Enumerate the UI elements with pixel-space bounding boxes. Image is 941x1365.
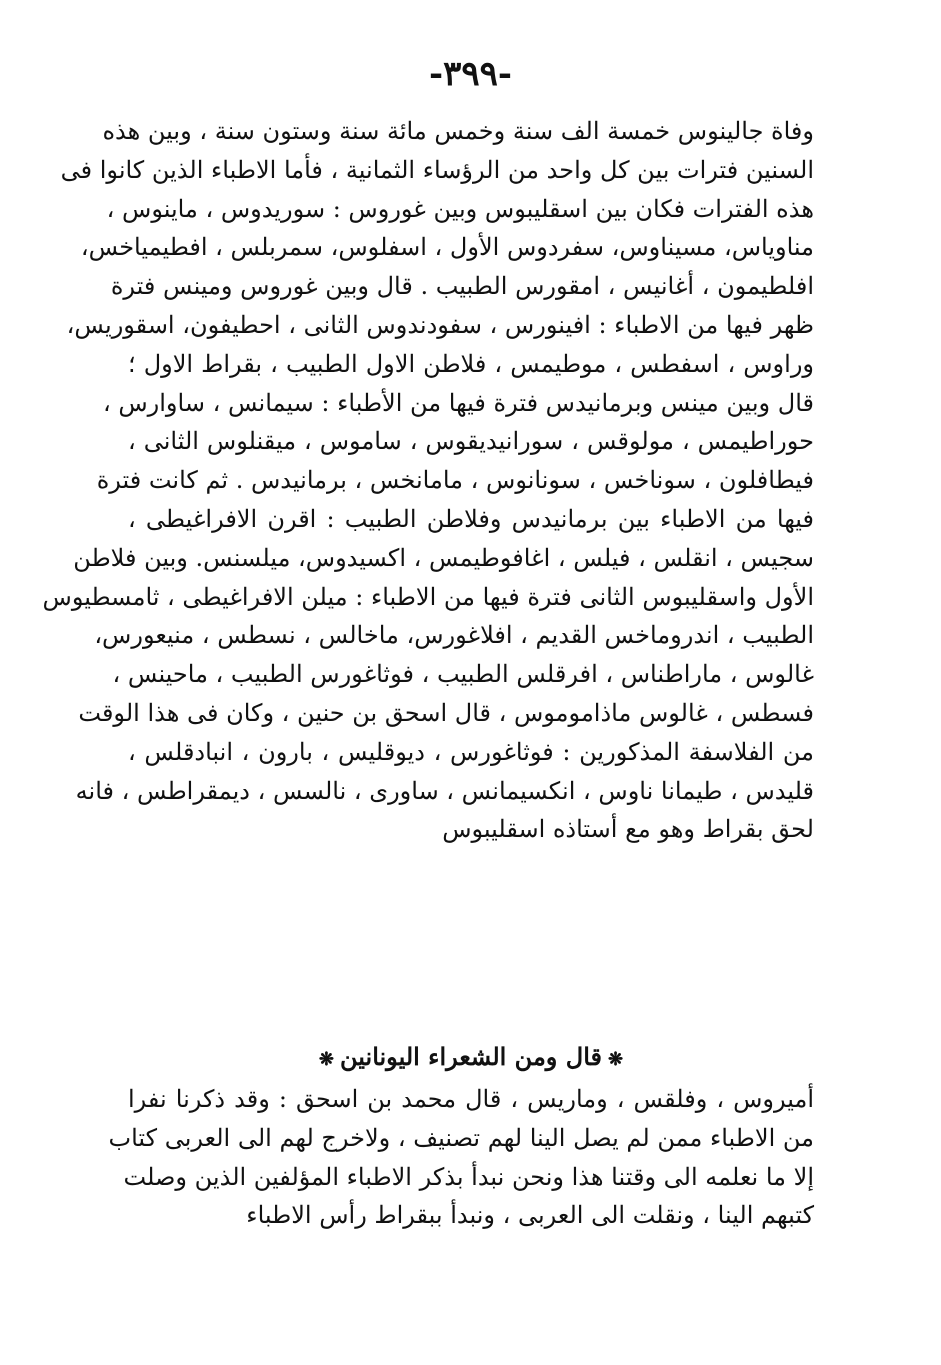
text-line: حوراطيمس ، مولوقس ، سورانيديقوس ، ساموس ، ميقنلوس الثانى ،: [128, 427, 814, 456]
text-line: وفاة جالينوس خمسة الف سنة وخمس مائة سنة وستون سنة ، وبين هذه: [102, 117, 814, 145]
text-line: افلطيمون ، أغانيس ، امقورس الطبيب . قال وبين غوروس ومينس فترة: [110, 272, 814, 301]
page-number: -٣٩٩-: [428, 54, 513, 94]
text-line: من الفلاسفة المذكورين : فوثاغورس ، ديوقليس ، بارون ، انبادقلس ،: [128, 737, 814, 766]
text-line: مناوياس، مسيناوس، سفردوس الأول ، اسفلوس، سمربلس ، افطيمياخس،: [80, 233, 814, 262]
text-line: هذه الفترات فكان بين اسقليبوس وبين غوروس : سوريدوس ، ماينوس ،: [106, 194, 814, 223]
text-line: الطبيب ، اندروماخس القديم ، افلاغورس، ماخالس ، نسطس ، منيعورس،: [94, 621, 814, 650]
text-line: أميروس ، وفلقس ، وماريس ، قال محمد بن اسحق : وقد ذكرنا نفرا: [128, 1085, 814, 1113]
text-line: قليدس ، طيمانا ناوس ، انكسيمانس ، ساورى ، نالسس ، ديمقراطس ، فانه: [75, 776, 814, 805]
text-line: غالوس ، ماراطناس ، افرقلس الطبيب ، فوثاغورس الطبيب ، ماحينس ،: [112, 660, 814, 689]
text-line: فيطافلون ، سوناخس ، سونانوس ، مامانخس ، برمانيدس . ثم كانت فترة: [96, 466, 814, 495]
second-paragraph: [108, 1080, 814, 1235]
text-line: فيها من الاطباء بين برمانيدس وفلاطن الطبيب : اقرن الافراغيطى ،: [128, 504, 814, 533]
text-line: السنين فترات بين كل واحد من الرؤساء الثمانية ، فأما الاطباء الذين كانوا فى: [60, 155, 814, 184]
text-line: وراوس ، اسفطس ، موطيمس ، فلاطن الاول الطبيب ، بقراط الاول ؛: [128, 349, 814, 378]
text-line: قال وبين مينس وبرمانيدس فترة فيها من الأطباء : سيمانس ، ساوارس ،: [103, 388, 814, 417]
text-line: سجيس ، انقلس ، فيلس ، اغافوطيمس ، اكسيدوس، ميلسنس. وبين فلاطن: [73, 543, 814, 572]
section-heading-text: قال ومن الشعراء اليونانين: [340, 1042, 602, 1071]
text-line: ظهر فيها من الاطباء : افينورس ، سفودندوس الثانى ، احطيفون، اسقوريس،: [66, 310, 814, 339]
ornament-icon: ❋: [318, 1049, 334, 1070]
text-line: الأول واسقليبوس الثانى فترة فيها من الاطباء : ميلن الافراغيطى ، ثامسطيوس: [42, 582, 814, 611]
ornament-icon: ❋: [607, 1049, 624, 1070]
main-paragraph: [42, 112, 814, 849]
text-line: إلا ما نعلمه الى وقتنا هذا ونحن نبدأ بذكر الاطباء المؤلفين الذين وصلت: [123, 1162, 814, 1191]
text-line: من الاطباء ممن لم يصل الينا لهم تصنيف ، ولاخرج لهم الى العربى كتاب: [108, 1123, 814, 1152]
text-line: كتبهم الينا ، ونقلت الى العربى ، ونبدأ ببقراط رأس الاطباء: [246, 1201, 814, 1230]
section-heading: [128, 1037, 814, 1080]
text-line: فسطس ، غالوس ماذاموموس ، قال اسحق بن حنين ، وكان فى هذا الوقت: [78, 698, 814, 727]
text-line: لحق بقراط وهو مع أستاذه اسقليبوس: [442, 815, 814, 844]
